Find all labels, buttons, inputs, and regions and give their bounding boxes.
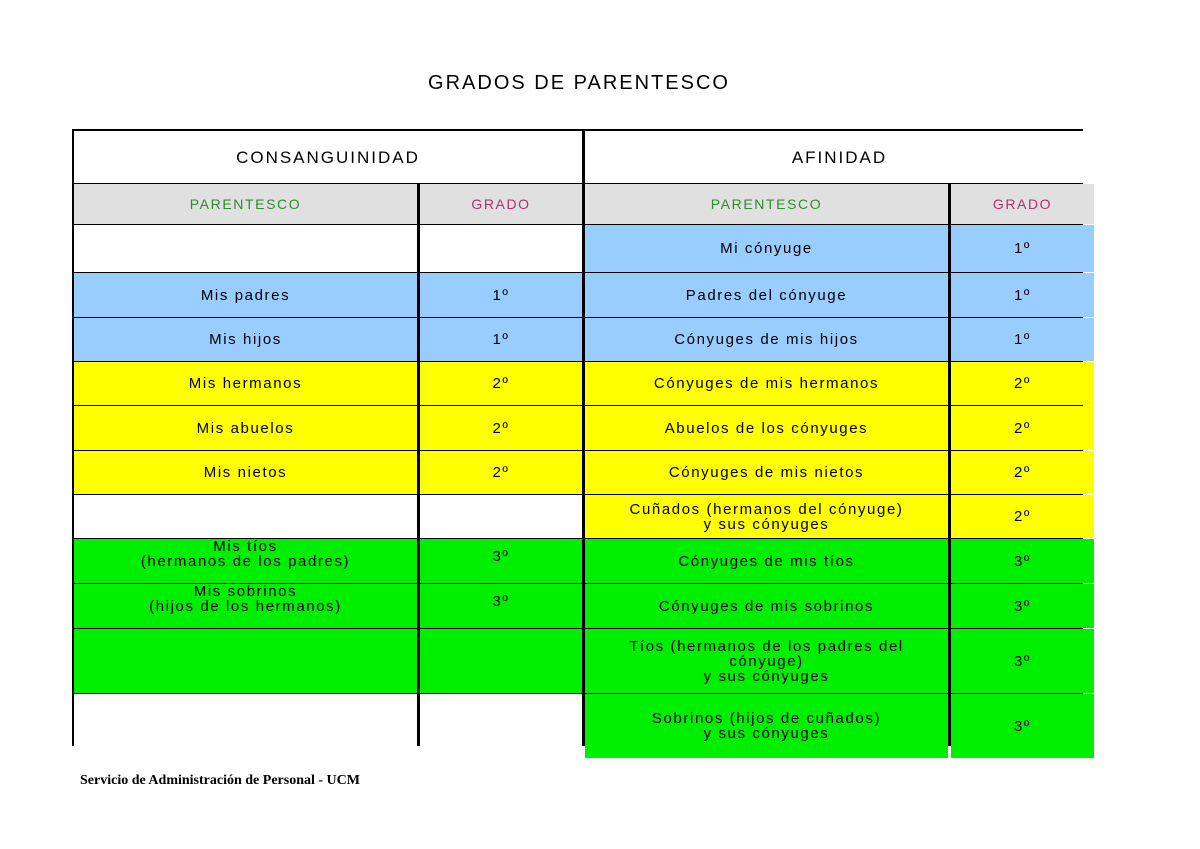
afinidad-parentesco-cell: Cuñados (hermanos del cónyuge) y sus cónyuges bbox=[585, 495, 948, 538]
consanguinidad-grado-cell bbox=[420, 495, 582, 538]
consanguinidad-grado-cell: 3º bbox=[420, 539, 582, 583]
afinidad-grado-cell: 2º bbox=[951, 451, 1094, 494]
afinidad-parentesco-cell: Cónyuges de mis tíos bbox=[585, 539, 948, 583]
afinidad-parentesco-cell: Padres del cónyuge bbox=[585, 273, 948, 317]
kinship-table bbox=[72, 129, 1083, 746]
consanguinidad-grado-cell: 2º bbox=[420, 406, 582, 450]
consanguinidad-grado-cell bbox=[420, 694, 582, 758]
consanguinidad-parentesco-cell: Mis sobrinos (hijos de los hermanos) bbox=[74, 584, 417, 628]
afinidad-grado-cell: 1º bbox=[951, 273, 1094, 317]
afinidad-grado-cell: 3º bbox=[951, 694, 1094, 758]
consanguinidad-grado-cell bbox=[420, 225, 582, 272]
consanguinidad-parentesco-cell: Mis abuelos bbox=[74, 406, 417, 450]
afinidad-parentesco-cell: Cónyuges de mis sobrinos bbox=[585, 584, 948, 628]
afinidad-parentesco-cell: Cónyuges de mis nietos bbox=[585, 451, 948, 494]
consanguinidad-parentesco-cell bbox=[74, 225, 417, 272]
afinidad-parentesco-cell: Sobrinos (hijos de cuñados) y sus cónyuges bbox=[585, 694, 948, 758]
header-parentesco-consanguinidad: PARENTESCO bbox=[74, 184, 417, 224]
consanguinidad-parentesco-cell bbox=[74, 694, 417, 758]
consanguinidad-grado-cell: 3º bbox=[420, 584, 582, 628]
afinidad-grado-cell: 2º bbox=[951, 362, 1094, 405]
page-title: GRADOS DE PARENTESCO bbox=[428, 72, 730, 94]
consanguinidad-grado-cell bbox=[420, 629, 582, 693]
consanguinidad-grado-cell: 2º bbox=[420, 451, 582, 494]
consanguinidad-parentesco-cell: Mis hermanos bbox=[74, 362, 417, 405]
consanguinidad-parentesco-cell: Mis tíos (hermanos de los padres) bbox=[74, 539, 417, 583]
afinidad-grado-cell: 1º bbox=[951, 318, 1094, 361]
consanguinidad-grado-cell: 1º bbox=[420, 318, 582, 361]
consanguinidad-parentesco-cell: Mis nietos bbox=[74, 451, 417, 494]
afinidad-parentesco-cell: Abuelos de los cónyuges bbox=[585, 406, 948, 450]
header-grado-afinidad: GRADO bbox=[951, 184, 1094, 224]
afinidad-parentesco-cell: Cónyuges de mis hermanos bbox=[585, 362, 948, 405]
afinidad-grado-cell: 3º bbox=[951, 629, 1094, 693]
afinidad-parentesco-cell: Tíos (hermanos de los padres del cónyuge) y sus cónyuges bbox=[585, 629, 948, 693]
section-afinidad: AFINIDAD bbox=[585, 131, 1094, 183]
consanguinidad-grado-cell: 2º bbox=[420, 362, 582, 405]
consanguinidad-parentesco-cell bbox=[74, 629, 417, 693]
consanguinidad-parentesco-cell: Mis hijos bbox=[74, 318, 417, 361]
afinidad-grado-cell: 3º bbox=[951, 539, 1094, 583]
afinidad-grado-cell: 3º bbox=[951, 584, 1094, 628]
afinidad-grado-cell: 2º bbox=[951, 406, 1094, 450]
consanguinidad-parentesco-cell bbox=[74, 495, 417, 538]
footer-credit: Servicio de Administración de Personal - UCM bbox=[80, 773, 360, 788]
afinidad-parentesco-cell: Mi cónyuge bbox=[585, 225, 948, 272]
section-consanguinidad: CONSANGUINIDAD bbox=[74, 131, 582, 183]
header-parentesco-afinidad: PARENTESCO bbox=[585, 184, 948, 224]
afinidad-parentesco-cell: Cónyuges de mis hijos bbox=[585, 318, 948, 361]
header-grado-consanguinidad: GRADO bbox=[420, 184, 582, 224]
consanguinidad-parentesco-cell: Mis padres bbox=[74, 273, 417, 317]
afinidad-grado-cell: 2º bbox=[951, 495, 1094, 538]
afinidad-grado-cell: 1º bbox=[951, 225, 1094, 272]
consanguinidad-grado-cell: 1º bbox=[420, 273, 582, 317]
